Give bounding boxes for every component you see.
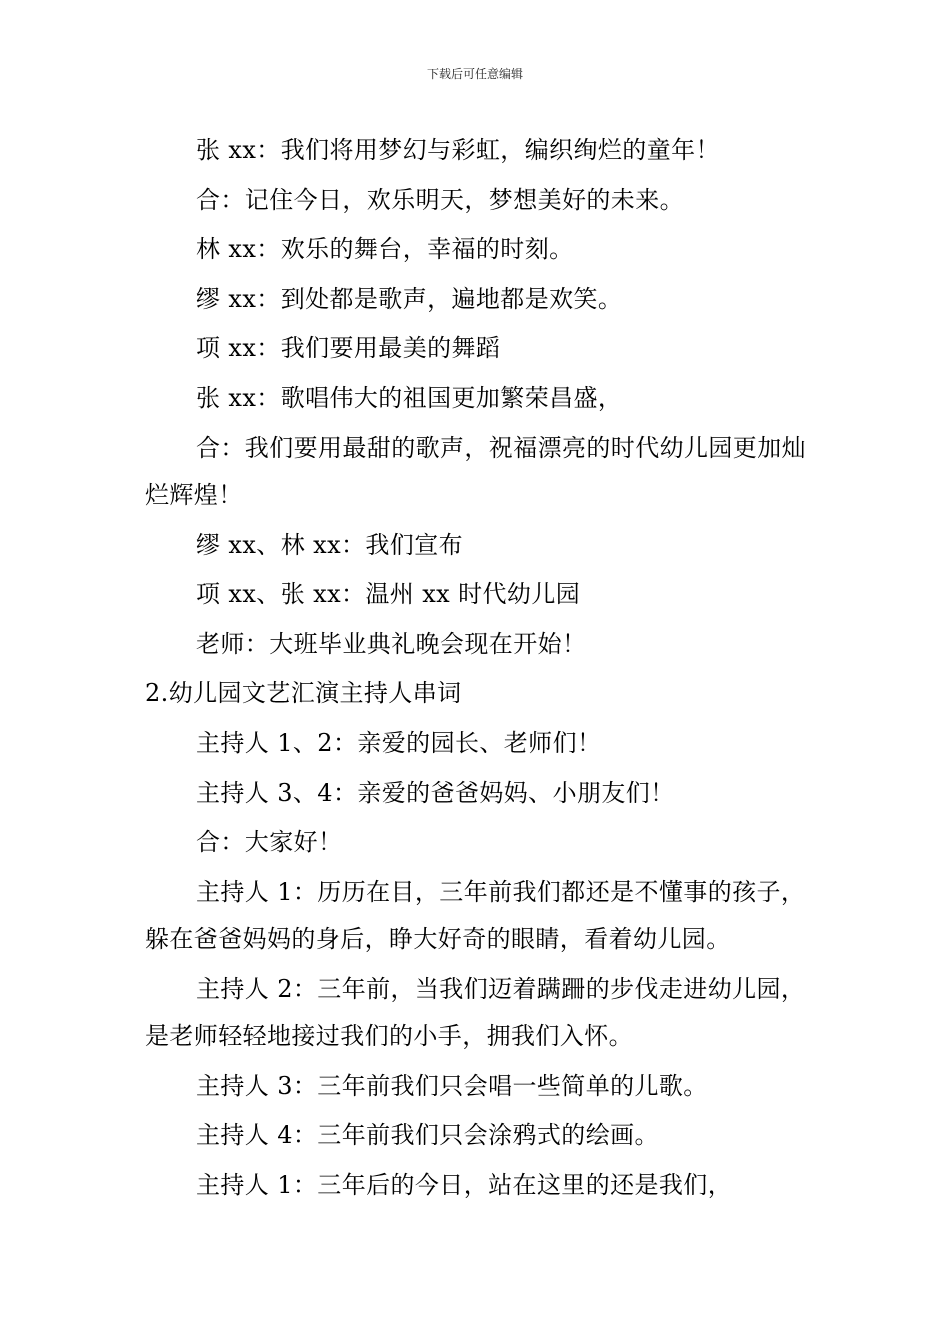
- paragraph: 张 xx：歌唱伟大的祖国更加繁荣昌盛，: [196, 383, 623, 412]
- paragraph: 项 xx、张 xx：温州 xx 时代幼儿园: [196, 580, 581, 609]
- section-heading: 2.幼儿园文艺汇演主持人串词: [145, 679, 462, 708]
- paragraph: 主持人 3、4：亲爱的爸爸妈妈、小朋友们！: [196, 778, 675, 807]
- paragraph: 老师：大班毕业典礼晚会现在开始！: [196, 629, 587, 658]
- paragraph: 合：记住今日，欢乐明天，梦想美好的未来。: [196, 185, 684, 214]
- paragraph: 合：我们要用最甜的歌声，祝福漂亮的时代幼儿园更加灿烂辉煌！: [145, 433, 806, 509]
- paragraph: 合：大家好！: [196, 828, 343, 857]
- paragraph: 主持人 3：三年前我们只会唱一些简单的儿歌。: [196, 1071, 708, 1100]
- paragraph: 缪 xx、林 xx：我们宣布: [196, 530, 463, 559]
- paragraph: 主持人 1：历历在目，三年前我们都还是不懂事的孩子，躲在爸爸妈妈的身后，睁大好奇的眼睛，看着幼儿园。: [145, 877, 806, 953]
- paragraph: 主持人 2：三年前，当我们迈着蹒跚的步伐走进幼儿园，是老师轻轻地接过我们的小手，拥我们入怀。: [145, 974, 806, 1050]
- page-header: 下载后可任意编辑: [426, 67, 523, 81]
- paragraph: 缪 xx：到处都是歌声，遍地都是欢笑。: [196, 284, 623, 313]
- paragraph: 主持人 1、2：亲爱的园长、老师们！: [196, 728, 602, 757]
- paragraph: 主持人 4：三年前我们只会涂鸦式的绘画。: [196, 1121, 659, 1150]
- paragraph: 张 xx：我们将用梦幻与彩虹，编织绚烂的童年！: [196, 136, 720, 164]
- paragraph: 主持人 1：三年后的今日，站在这里的还是我们，: [196, 1170, 733, 1199]
- paragraph: 项 xx：我们要用最美的舞蹈: [196, 334, 501, 363]
- document-body: [145, 126, 825, 1211]
- paragraph: 林 xx：欢乐的舞台，幸福的时刻。: [196, 235, 574, 264]
